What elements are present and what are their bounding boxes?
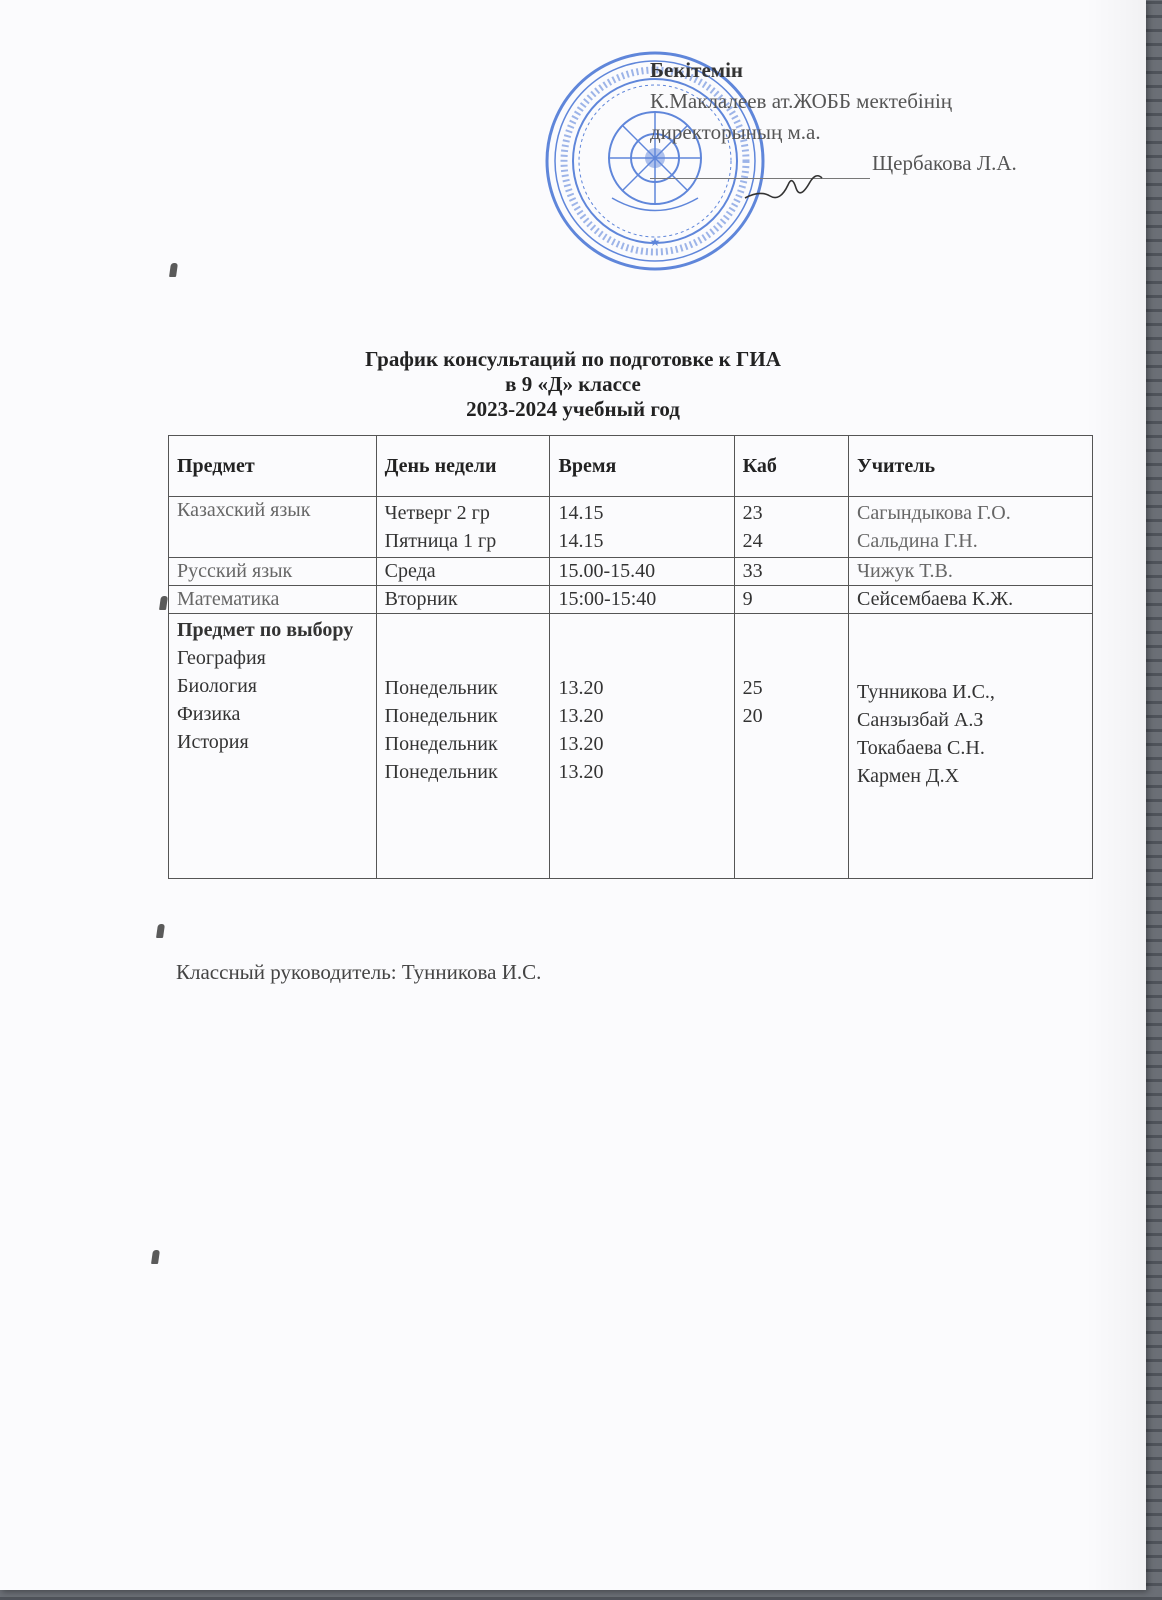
teacher-value: Сагындыкова Г.О. bbox=[857, 502, 1011, 524]
room-value: 24 bbox=[742, 530, 763, 552]
cell-room bbox=[734, 497, 848, 558]
subject-value: Физика bbox=[177, 703, 241, 725]
subject-value: География bbox=[177, 647, 266, 669]
header-subject: Предмет bbox=[169, 436, 377, 497]
punch-mark bbox=[156, 924, 165, 938]
cell-time bbox=[550, 497, 734, 558]
day-value: Понедельник bbox=[384, 761, 498, 783]
punch-mark bbox=[151, 1250, 160, 1264]
punch-mark bbox=[159, 596, 168, 610]
time-value: 14.15 bbox=[558, 530, 604, 552]
title-line-3: 2023-2024 учебный год bbox=[466, 397, 680, 421]
cell-teacher bbox=[849, 497, 1093, 558]
header-time: Время bbox=[550, 436, 734, 497]
teacher-value: Кармен Д.Х bbox=[857, 765, 960, 787]
cell-time: 15.00-15.40 bbox=[550, 558, 734, 586]
cell-teacher: Сейсембаева К.Ж. bbox=[849, 586, 1093, 614]
cell-day: Среда bbox=[376, 558, 550, 586]
day-value: Пятница 1 гр bbox=[384, 530, 497, 552]
cell-time bbox=[550, 614, 734, 879]
table-row bbox=[169, 558, 1093, 586]
table-row bbox=[169, 497, 1093, 558]
subject-value: Биология bbox=[177, 675, 258, 697]
room-value: 25 bbox=[742, 677, 763, 699]
time-value: 13.20 bbox=[558, 733, 604, 755]
header-teacher: Учитель bbox=[849, 436, 1093, 497]
approval-block bbox=[650, 55, 1120, 179]
room-value: 20 bbox=[742, 705, 763, 727]
cell-subject: Математика bbox=[169, 586, 377, 614]
class-teacher-note: Классный руководитель: Тунникова И.С. bbox=[176, 960, 542, 984]
day-value: Понедельник bbox=[384, 733, 498, 755]
cell-subject: Русский язык bbox=[169, 558, 377, 586]
cell-day: Вторник bbox=[376, 586, 550, 614]
teacher-value: Токабаева С.Н. bbox=[857, 737, 985, 759]
day-value: Понедельник bbox=[384, 705, 498, 727]
teacher-value: Тунникова И.С., bbox=[857, 681, 995, 703]
cell-day bbox=[376, 614, 550, 879]
teacher-value: Санзызбай А.З bbox=[857, 709, 984, 731]
time-value: 13.20 bbox=[558, 761, 604, 783]
title-line-1: График консультаций по подготовке к ГИА bbox=[365, 347, 781, 371]
cell-subject bbox=[169, 614, 377, 879]
cell-subject: Казахский язык bbox=[169, 497, 377, 558]
time-value: 13.20 bbox=[558, 677, 604, 699]
title-line-2: в 9 «Д» классе bbox=[505, 372, 641, 396]
elective-heading: Предмет по выбору bbox=[177, 619, 354, 641]
cell-room: 9 bbox=[734, 586, 848, 614]
table-row-elective bbox=[169, 614, 1093, 879]
room-value: 23 bbox=[742, 502, 763, 524]
time-value: 14.15 bbox=[558, 502, 604, 524]
day-value: Четверг 2 гр bbox=[384, 502, 490, 524]
subject-value: История bbox=[177, 731, 249, 753]
approval-position: директорының м.а. bbox=[650, 120, 821, 144]
teacher-value: Сальдина Г.Н. bbox=[857, 530, 978, 552]
approval-school: К.Маклалеев ат.ЖОББ мектебінің bbox=[650, 89, 953, 113]
approval-title: Бекітемін bbox=[650, 58, 744, 82]
svg-text:★: ★ bbox=[649, 235, 661, 249]
cell-room: 33 bbox=[734, 558, 848, 586]
document-title bbox=[0, 347, 1146, 422]
signature-line bbox=[650, 148, 1120, 179]
approval-signer: Щербакова Л.А. bbox=[872, 151, 1017, 175]
time-value: 13.20 bbox=[558, 705, 604, 727]
day-value: Понедельник bbox=[384, 677, 498, 699]
table-header-row bbox=[169, 436, 1093, 497]
consultation-table bbox=[168, 435, 1093, 879]
header-room: Каб bbox=[734, 436, 848, 497]
cell-teacher bbox=[849, 614, 1093, 879]
punch-mark bbox=[169, 263, 178, 277]
cell-room bbox=[734, 614, 848, 879]
handwritten-signature-icon bbox=[740, 160, 840, 210]
table-row bbox=[169, 586, 1093, 614]
cell-time: 15:00-15:40 bbox=[550, 586, 734, 614]
cell-teacher: Чижук Т.В. bbox=[849, 558, 1093, 586]
cell-day bbox=[376, 497, 550, 558]
header-day: День недели bbox=[376, 436, 550, 497]
